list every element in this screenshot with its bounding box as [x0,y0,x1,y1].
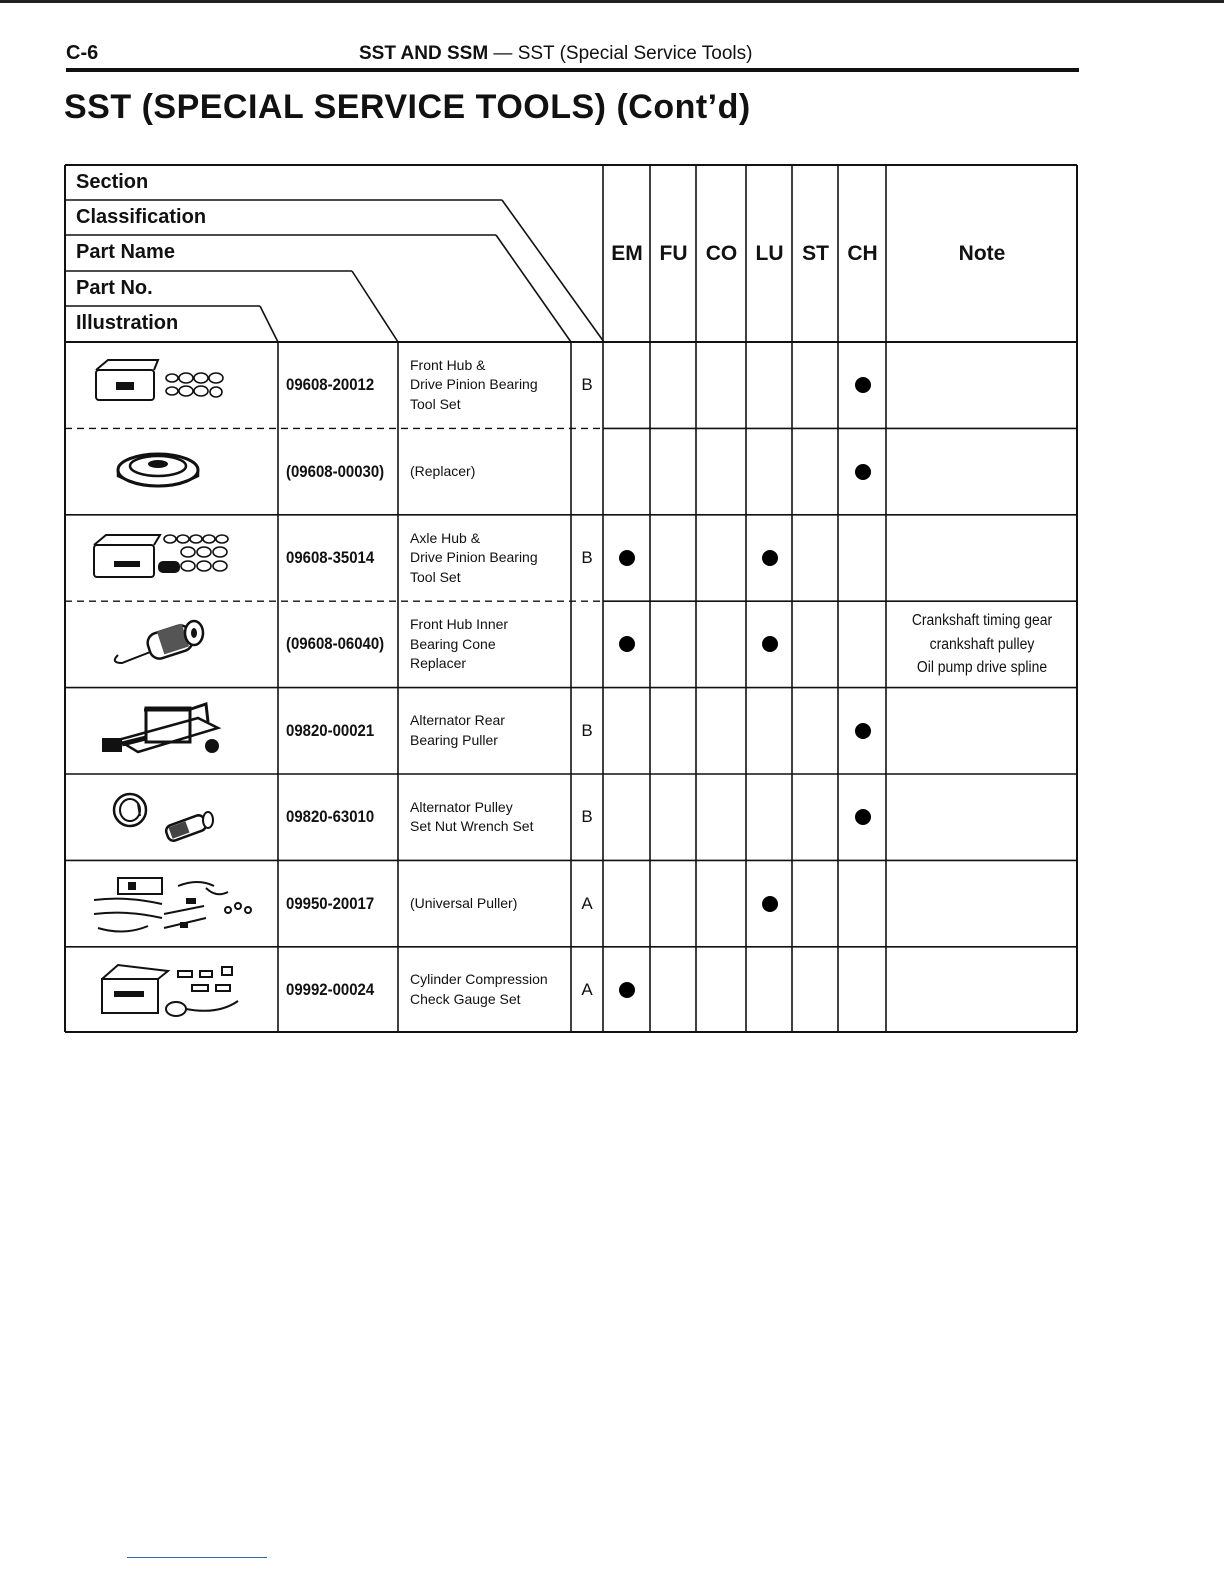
column-em: EM [611,242,643,265]
scan-edge [0,0,1224,3]
classification: A [581,979,593,999]
applicability-dot-em [619,982,635,998]
part-name-line: Bearing Puller [410,731,498,748]
header-section: Section [76,171,149,193]
classification [571,601,603,687]
table-row [64,601,1078,687]
part-number: 09950-20017 [286,893,375,913]
table-row [64,947,1078,1033]
part-number: 09820-63010 [286,807,375,827]
column-co: CO [705,242,738,265]
classification [571,428,603,514]
part-number: (09608-00030) [286,461,385,481]
applicability-dot-ch [855,809,871,825]
classification: B [581,807,593,827]
part-name [410,342,568,428]
column-note: Note [958,242,1006,265]
part-name-line: Front Hub Inner [410,616,509,633]
classification: B [581,375,593,395]
part-name-line: Cylinder Compression [410,971,548,988]
header-illustration: Illustration [76,312,179,334]
part-number: 09992-00024 [286,979,375,999]
part-name [410,601,568,687]
note-line: crankshaft pulley [929,635,1035,653]
table-row [64,860,1078,946]
part-number: (09608-06040) [286,634,385,654]
part-number: 09608-35014 [286,547,375,567]
applicability-dot-ch [855,464,871,480]
part-name-line: Drive Pinion Bearing [410,376,538,393]
part-name-line: Front Hub & [410,356,486,373]
classification: A [581,893,593,913]
part-name-line: Bearing Cone [410,635,496,652]
part-name-line: Alternator Pulley [410,798,513,815]
part-name-line: Tool Set [410,568,461,585]
applicability-dot-ch [855,723,871,739]
note [897,601,1068,687]
part-name-line: Axle Hub & [410,529,481,546]
note-line: Crankshaft timing gear [911,612,1053,630]
column-lu: LU [755,242,784,265]
part-name-line: Set Nut Wrench Set [410,818,534,835]
page-number: C-6 [66,42,99,64]
part-name-line: Replacer [410,655,467,672]
classification: B [581,720,593,740]
part-name [410,515,568,601]
sst-table [64,164,1078,1033]
part-name [410,860,568,946]
part-name-line: (Universal Puller) [410,894,518,911]
applicability-dot-lu [762,896,778,912]
header-part-no: Part No. [76,277,153,299]
part-name-line: (Replacer) [410,462,476,479]
part-name [410,774,568,860]
column-st: ST [802,242,829,265]
applicability-dot-em [619,636,635,652]
page-header [66,42,1079,68]
applicability-dot-lu [762,636,778,652]
table-row [64,688,1078,774]
header-classification: Classification [76,206,207,228]
header-rule [66,68,1079,72]
scan-mark [127,1557,267,1558]
page-title: SST (SPECIAL SERVICE TOOLS) (Cont’d) [64,88,751,126]
table-row [64,515,1078,601]
part-name-line: Drive Pinion Bearing [410,549,538,566]
header-part-name: Part Name [76,241,175,263]
table-row [64,428,1078,514]
applicability-dot-ch [855,377,871,393]
part-name-line: Tool Set [410,395,461,412]
applicability-dot-lu [762,550,778,566]
running-title-bold: SST AND SSM [359,43,489,64]
part-name-line: Check Gauge Set [410,990,521,1007]
column-fu: FU [659,242,688,265]
table-row [64,342,1078,428]
column-ch: CH [847,242,878,265]
part-name [410,428,568,514]
part-number: 09608-20012 [286,375,375,395]
running-title-rest: — SST (Special Service Tools) [488,43,753,64]
part-name-line: Alternator Rear [410,712,505,729]
part-name [410,688,568,774]
part-name [410,947,568,1033]
applicability-dot-em [619,550,635,566]
table-row [64,774,1078,860]
classification: B [581,547,593,567]
note-line: Oil pump drive spline [916,659,1048,677]
running-title [359,43,752,65]
part-number: 09820-00021 [286,720,375,740]
